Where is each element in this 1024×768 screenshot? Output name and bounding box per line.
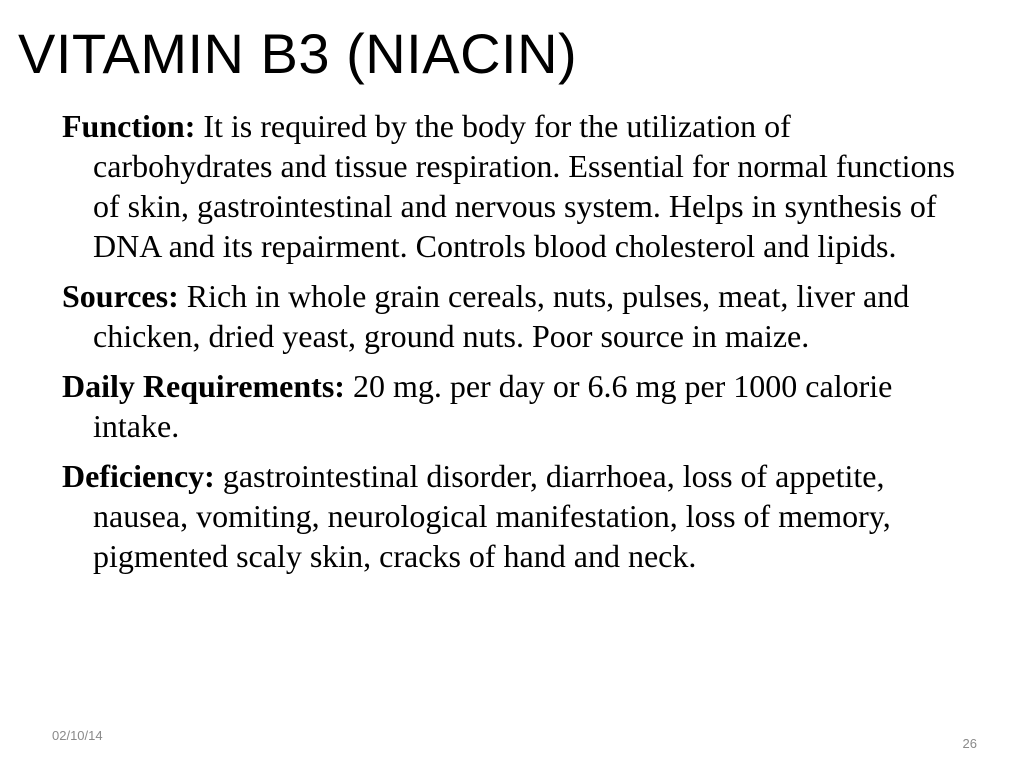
sources-text: Rich in whole grain cereals, nuts, pulses, meat, liver and chicken, dried yeast, ground nuts. Poor source in maize. [93,278,910,354]
sources-paragraph [62,276,962,356]
deficiency-paragraph [62,456,962,576]
function-text: It is required by the body for the utilization of carbohydrates and tissue respiration. Essential for normal functions of skin, gastrointestinal and nervous system. Helps in synthesis of DNA and its repairment. Controls blood cholesterol and lipids. [93,108,955,264]
deficiency-text: gastrointestinal disorder, diarrhoea, loss of appetite, nausea, vomiting, neurological manifestation, loss of memory, pigmented scaly skin, cracks of hand and neck. [93,458,891,574]
slide-body [62,106,962,586]
daily-requirements-paragraph [62,366,962,446]
slide-title: VITAMIN B3 (NIACIN) [18,22,578,85]
function-paragraph [62,106,962,266]
deficiency-label: Deficiency: [62,458,215,494]
sources-label: Sources: [62,278,179,314]
footer-page-number: 26 [962,736,977,751]
daily-requirements-label: Daily Requirements: [62,368,345,404]
function-label: Function: [62,108,196,144]
footer-date: 02/10/14 [52,728,103,743]
daily-requirements-text: 20 mg. per day or 6.6 mg per 1000 calorie intake. [93,368,893,444]
